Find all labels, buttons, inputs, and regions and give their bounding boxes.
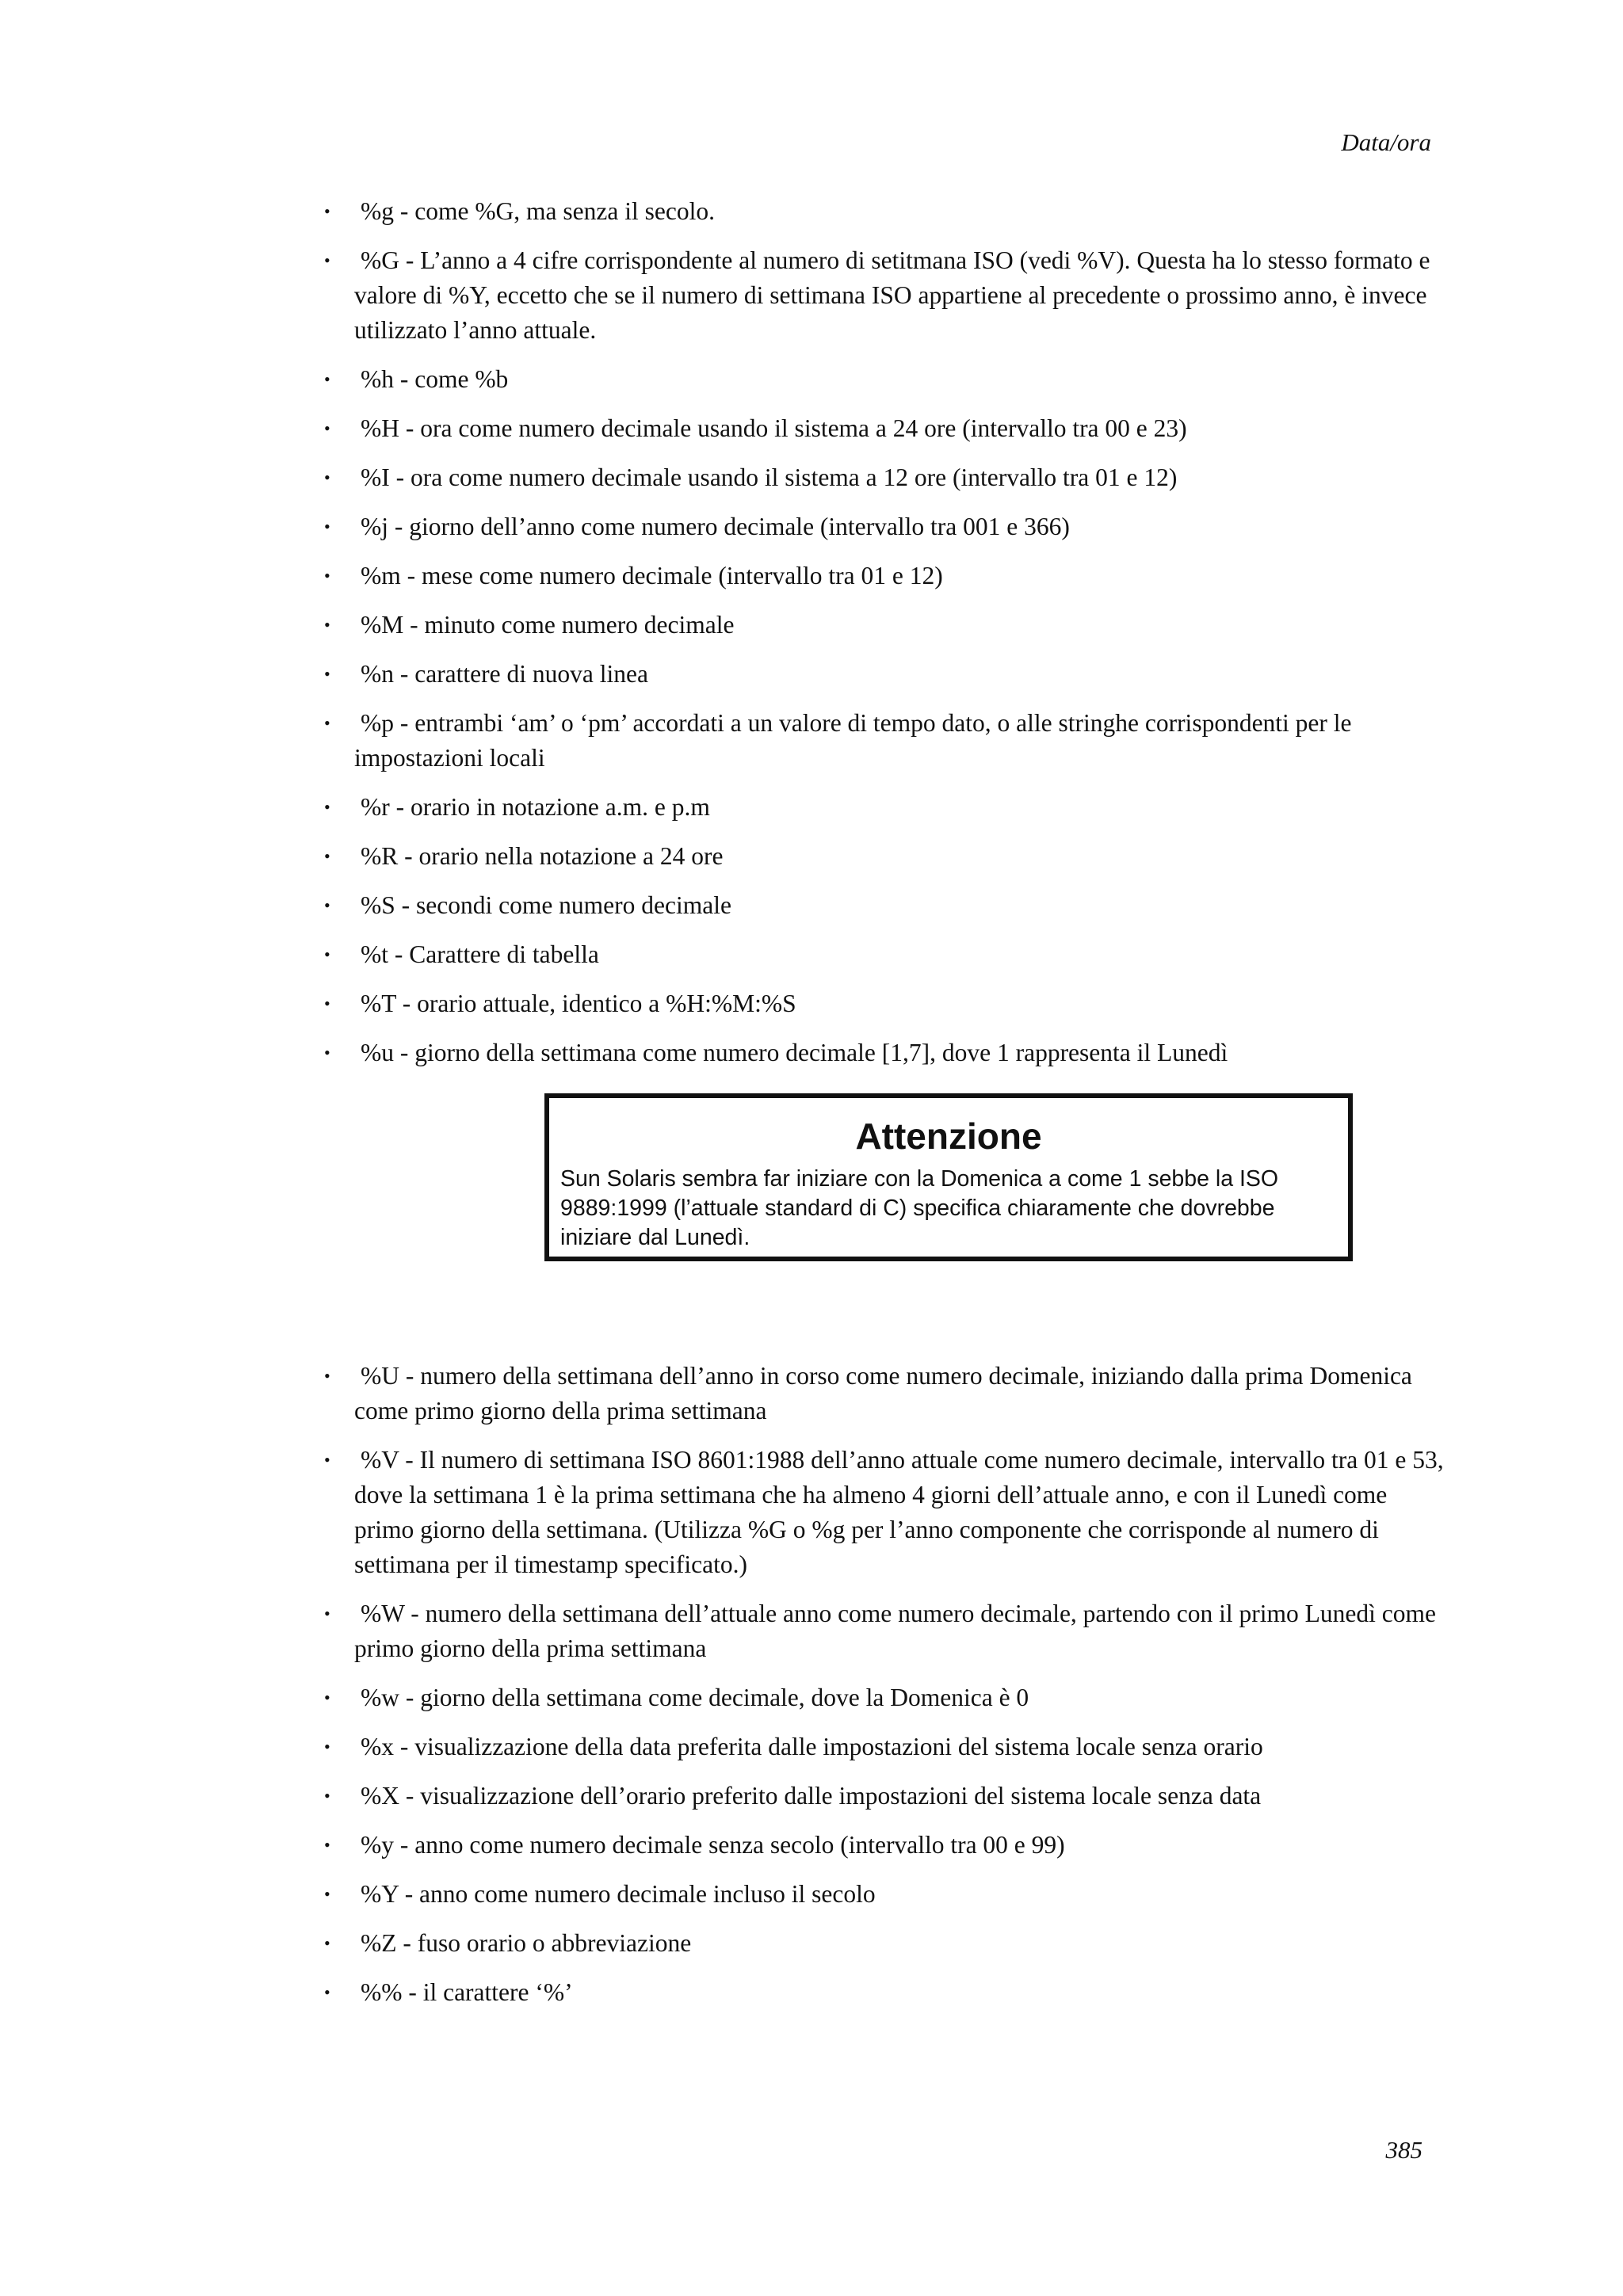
list-item-text: %V - Il numero di settimana ISO 8601:1988 dell’anno attuale come numero decimale, intervallo tra 01 e 53, dove la settimana 1 è la prima settimana che ha almeno 4 giorni dell’attuale anno, e con il Lunedì come primo giorno della settimana. (Utilizza %G o %g per l’anno componente che corrisponde al numero di settimana per il timestamp specificato.) — [354, 1446, 1444, 1578]
bullet-icon: • — [324, 994, 330, 1013]
list-item — [0, 1828, 1623, 1863]
list-item-text: %H - ora come numero decimale usando il sistema a 24 ore (intervallo tra 00 e 23) — [361, 414, 1187, 442]
bullet-icon: • — [324, 369, 330, 389]
bullet-icon: • — [324, 944, 330, 964]
list-item — [0, 194, 1623, 229]
list-item-text: %w - giorno della settimana come decimale, dove la Domenica è 0 — [361, 1684, 1029, 1711]
list-item-text: %I - ora come numero decimale usando il sistema a 12 ore (intervallo tra 01 e 12) — [361, 463, 1178, 491]
bullet-icon: • — [324, 895, 330, 915]
bullet-icon: • — [324, 1786, 330, 1806]
list-item-text: %t - Carattere di tabella — [361, 940, 599, 968]
list-item — [0, 888, 1623, 923]
list-item — [0, 1596, 1623, 1666]
list-item — [0, 657, 1623, 692]
list-item — [0, 790, 1623, 825]
list-item-text: %j - giorno dell’anno come numero decimale (intervallo tra 001 e 366) — [361, 513, 1070, 540]
list-item-text: %W - numero della settimana dell’attuale anno come numero decimale, partendo con il primo Lunedì come primo giorno della prima settimana — [354, 1600, 1436, 1662]
list-item — [0, 559, 1623, 593]
list-item — [0, 1877, 1623, 1912]
bullet-icon: • — [324, 615, 330, 635]
list-item — [0, 460, 1623, 495]
bullet-icon: • — [324, 1982, 330, 2002]
list-item-text: %x - visualizzazione della data preferita dalle impostazioni del sistema locale senza orario — [361, 1733, 1263, 1760]
callout-body: Sun Solaris sembra far iniziare con la Domenica a come 1 sebbe la ISO 9889:1999 (l’attuale standard di C) specifica chiaramente che dovrebbe iniziare dal Lunedì. — [560, 1166, 1279, 1250]
list-item-text: %Y - anno come numero decimale incluso il secolo — [361, 1880, 876, 1908]
bullet-icon: • — [324, 1688, 330, 1707]
list-item-text: %X - visualizzazione dell’orario preferito dalle impostazioni del sistema locale senza data — [361, 1782, 1262, 1810]
bullet-icon: • — [324, 418, 330, 438]
list-item — [0, 937, 1623, 972]
bullet-icon: • — [324, 1933, 330, 1953]
bullet-icon: • — [324, 250, 330, 270]
list-item-text: %n - carattere di nuova linea — [361, 660, 648, 688]
bullet-icon: • — [324, 846, 330, 866]
list-item — [0, 1443, 1623, 1582]
list-item — [0, 1359, 1623, 1428]
bullet-icon: • — [324, 467, 330, 487]
bullet-icon: • — [324, 1835, 330, 1855]
list-item — [0, 362, 1623, 397]
bullet-icon: • — [324, 1737, 330, 1756]
list-item — [0, 1730, 1623, 1764]
list-item — [0, 1975, 1623, 2010]
bullet-icon: • — [324, 201, 330, 221]
list-item-text: %S - secondi come numero decimale — [361, 891, 731, 919]
format-specifier-list-bottom — [0, 1359, 1623, 2024]
list-item — [0, 243, 1623, 348]
bullet-icon: • — [324, 1604, 330, 1623]
bullet-icon: • — [324, 664, 330, 684]
list-item — [0, 411, 1623, 446]
list-item — [0, 1779, 1623, 1814]
list-item-text: %m - mese come numero decimale (intervallo tra 01 e 12) — [361, 562, 943, 589]
list-item-text: %G - L’anno a 4 cifre corrispondente al numero di setitmana ISO (vedi %V). Questa ha lo stesso formato e valore di %Y, eccetto che se il numero di settimana ISO appartiene al precedente o prossimo anno, è invece utilizzato l’anno attuale. — [354, 246, 1430, 344]
bullet-icon: • — [324, 1043, 330, 1062]
list-item-text: %g - come %G, ma senza il secolo. — [361, 197, 715, 225]
list-item — [0, 1680, 1623, 1715]
list-item-text: %T - orario attuale, identico a %H:%M:%S — [361, 990, 796, 1017]
bullet-icon: • — [324, 1884, 330, 1904]
page-number: 385 — [1385, 2136, 1423, 2164]
bullet-icon: • — [324, 566, 330, 585]
list-item-text: %U - numero della settimana dell’anno in corso come numero decimale, iniziando dalla prima Domenica come primo giorno della prima settimana — [354, 1362, 1412, 1425]
list-item — [0, 509, 1623, 544]
running-header: Data/ora — [1341, 128, 1431, 156]
list-item-text: %M - minuto come numero decimale — [361, 611, 735, 639]
list-item-text: %R - orario nella notazione a 24 ore — [361, 842, 724, 870]
list-item-text: %% - il carattere ‘%’ — [361, 1978, 573, 2006]
list-item — [0, 839, 1623, 874]
list-item — [0, 706, 1623, 776]
list-item — [0, 986, 1623, 1021]
format-specifier-list-top — [0, 194, 1623, 1085]
list-item-text: %Z - fuso orario o abbreviazione — [361, 1929, 692, 1957]
list-item-text: %u - giorno della settimana come numero decimale [1,7], dove 1 rappresenta il Lunedì — [361, 1039, 1228, 1066]
list-item-text: %y - anno come numero decimale senza secolo (intervallo tra 00 e 99) — [361, 1831, 1065, 1859]
list-item — [0, 608, 1623, 643]
list-item-text: %p - entrambi ‘am’ o ‘pm’ accordati a un valore di tempo dato, o alle stringhe corrispondenti per le impostazioni locali — [354, 709, 1352, 772]
list-item — [0, 1035, 1623, 1070]
callout-title: Attenzione — [855, 1116, 1042, 1157]
bullet-icon: • — [324, 1366, 330, 1386]
list-item — [0, 1926, 1623, 1961]
list-item-text: %r - orario in notazione a.m. e p.m — [361, 793, 710, 821]
bullet-icon: • — [324, 797, 330, 817]
bullet-icon: • — [324, 1450, 330, 1470]
bullet-icon: • — [324, 517, 330, 536]
attention-callout — [544, 1093, 1353, 1261]
list-item-text: %h - come %b — [361, 365, 509, 393]
bullet-icon: • — [324, 713, 330, 733]
